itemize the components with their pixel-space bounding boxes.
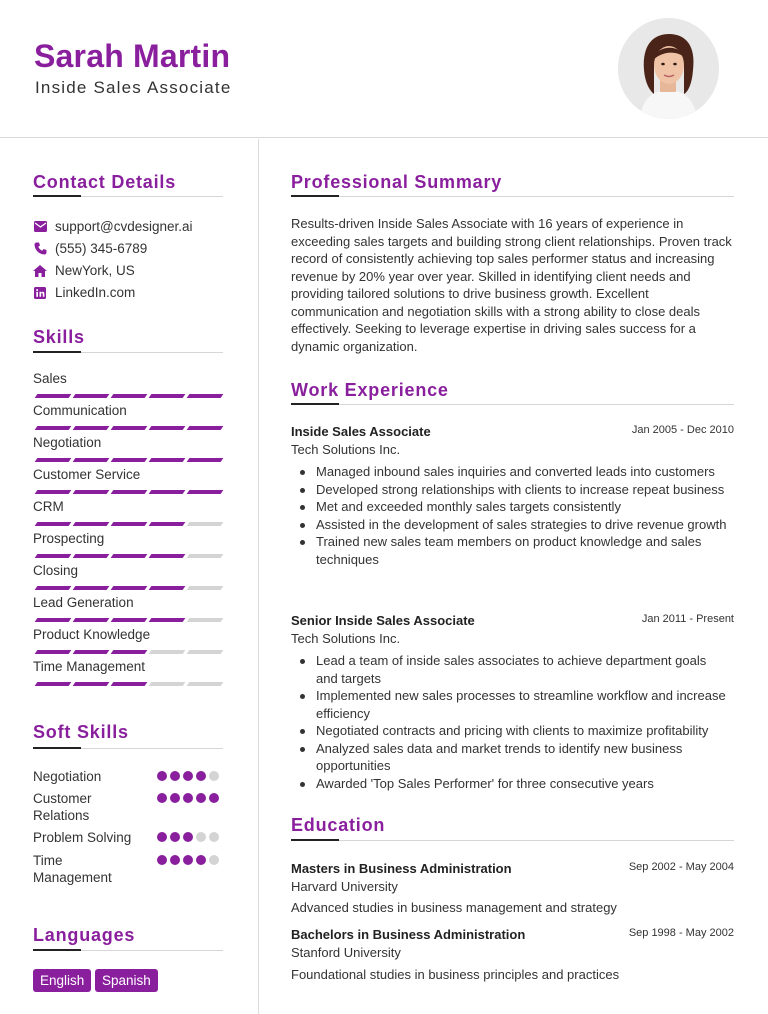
skill-row	[33, 499, 223, 514]
skill-level-segment	[111, 522, 148, 526]
rating-dot	[209, 855, 219, 865]
skill-level-bar	[33, 458, 223, 463]
summary-heading-rule	[291, 196, 734, 197]
skill-row	[33, 531, 223, 546]
skill-level-segment	[111, 426, 148, 430]
skill-level-segment	[73, 586, 110, 590]
job-bullet: Negotiated contracts and pricing with clients to maximize profitability	[299, 722, 729, 740]
contact-location	[33, 263, 135, 278]
skill-name: Lead Generation	[33, 595, 134, 610]
skill-row	[33, 659, 223, 674]
soft-skill-name: Negotiation	[33, 769, 102, 784]
rating-dot	[170, 832, 180, 842]
skill-level-segment	[149, 394, 186, 398]
skill-level-segment	[111, 618, 148, 622]
skill-level-segment	[187, 618, 224, 622]
soft-skill-rating	[157, 771, 222, 781]
skill-level-segment	[149, 554, 186, 558]
languages-heading: Languages	[33, 925, 136, 945]
skill-name: CRM	[33, 499, 64, 514]
skills-heading-rule	[33, 352, 223, 353]
rating-dot	[157, 855, 167, 865]
job-dates: Jan 2011 - Present	[641, 613, 734, 625]
skill-level-segment	[149, 682, 186, 686]
skill-level-bar	[33, 586, 223, 591]
skill-row	[33, 627, 223, 642]
skill-level-segment	[149, 522, 186, 526]
skill-level-bar	[33, 394, 223, 399]
skill-level-segment	[35, 618, 72, 622]
rating-dot	[196, 832, 206, 842]
skill-level-segment	[111, 458, 148, 462]
skill-level-segment	[35, 522, 72, 526]
skill-level-segment	[187, 394, 224, 398]
skill-level-segment	[73, 522, 110, 526]
skill-level-segment	[111, 650, 148, 654]
skill-level-segment	[35, 458, 72, 462]
skill-level-bar	[33, 426, 223, 431]
skill-level-segment	[149, 618, 186, 622]
skill-level-segment	[187, 458, 224, 462]
skill-level-segment	[149, 458, 186, 462]
skill-level-segment	[73, 618, 110, 622]
education-school: Harvard University	[291, 879, 398, 894]
skill-level-segment	[187, 490, 224, 494]
skill-level-segment	[73, 426, 110, 430]
skill-level-bar	[33, 554, 223, 559]
skill-name: Communication	[33, 403, 127, 418]
skill-level-bar	[33, 522, 223, 527]
skill-level-segment	[35, 426, 72, 430]
soft-skill-rating	[157, 855, 222, 865]
skill-row	[33, 467, 223, 482]
rating-dot	[183, 771, 193, 781]
skill-name: Negotiation	[33, 435, 102, 450]
education-entry	[291, 861, 734, 894]
column-divider	[258, 139, 259, 1014]
skill-level-segment	[73, 490, 110, 494]
skill-level-segment	[35, 682, 72, 686]
skill-row	[33, 563, 223, 578]
job-dates: Jan 2005 - Dec 2010	[631, 424, 734, 436]
skill-level-segment	[111, 554, 148, 558]
skill-level-segment	[35, 554, 72, 558]
skill-level-segment	[149, 586, 186, 590]
skill-level-segment	[149, 490, 186, 494]
skill-row	[33, 403, 223, 418]
job-bullets	[299, 652, 729, 792]
skill-name: Sales	[33, 371, 67, 386]
experience-heading: Work Experience	[291, 380, 449, 400]
summary-text: Results-driven Inside Sales Associate with 16 years of experience in exceeding sales targets and building strong client relationships. Proven track record of consistently achieving top sales performer status and increasing revenue by 20% year over year. Skilled in identifying client needs and providing tailored solutions to drive business growth. Excellent communication and negotiation skills with a strong ability to close deals effectively. Seeking to leverage expertise in driving sales success for a dynamic organization.	[291, 216, 732, 354]
skill-level-segment	[35, 490, 72, 494]
candidate-name: Sarah Martin	[34, 38, 231, 74]
rating-dot	[157, 832, 167, 842]
soft-skill-rating	[157, 832, 222, 842]
contact-linkedin-text: LinkedIn.com	[55, 285, 136, 300]
skills-heading: Skills	[33, 327, 85, 347]
contact-phone[interactable]	[33, 241, 147, 256]
job-bullet: Met and exceeded monthly sales targets consistently	[299, 498, 729, 516]
skill-level-segment	[187, 650, 224, 654]
job-bullet: Assisted in the development of sales strategies to drive revenue growth	[299, 516, 729, 534]
job-role: Inside Sales Associate	[291, 424, 431, 439]
skill-name: Prospecting	[33, 531, 105, 546]
skill-level-bar	[33, 618, 223, 623]
skill-level-bar	[33, 682, 223, 687]
soft-skill-row	[33, 768, 223, 785]
skill-level-segment	[73, 682, 110, 686]
job-company: Tech Solutions Inc.	[291, 442, 401, 457]
skill-level-segment	[187, 522, 224, 526]
rating-dot	[183, 855, 193, 865]
skill-level-segment	[187, 682, 224, 686]
soft-skill-name: Problem Solving	[33, 830, 132, 845]
languages-heading-rule	[33, 950, 223, 951]
soft-skill-row	[33, 790, 223, 824]
contact-email[interactable]	[33, 219, 193, 234]
rating-dot	[170, 855, 180, 865]
job-bullets	[299, 463, 729, 568]
job-bullet: Lead a team of inside sales associates to achieve department goals and targets	[299, 652, 729, 687]
rating-dot	[196, 855, 206, 865]
skill-level-bar	[33, 650, 223, 655]
skill-level-segment	[73, 458, 110, 462]
rating-dot	[196, 771, 206, 781]
linkedin-icon	[33, 286, 47, 300]
education-description: Foundational studies in business principles and practices	[291, 967, 620, 982]
rating-dot	[209, 832, 219, 842]
skill-level-segment	[149, 426, 186, 430]
candidate-title: Inside Sales Associate	[35, 78, 232, 97]
skill-row	[33, 435, 223, 450]
rating-dot	[209, 771, 219, 781]
skill-level-segment	[73, 554, 110, 558]
skill-level-segment	[149, 650, 186, 654]
contact-email-text: support@cvdesigner.ai	[55, 219, 193, 234]
envelope-icon	[33, 220, 47, 234]
job-bullet: Analyzed sales data and market trends to identify new business opportunities	[299, 740, 729, 775]
rating-dot	[183, 832, 193, 842]
job-bullet: Awarded 'Top Sales Performer' for three consecutive years	[299, 775, 729, 793]
summary-heading: Professional Summary	[291, 172, 503, 192]
rating-dot	[170, 771, 180, 781]
soft-skill-row	[33, 829, 223, 846]
contact-heading-rule	[33, 196, 223, 197]
language-tag: English	[33, 969, 91, 992]
education-dates: Sep 1998 - May 2002	[628, 927, 734, 939]
skill-name: Customer Service	[33, 467, 141, 482]
soft-skills-heading-rule	[33, 748, 223, 749]
rating-dot	[170, 793, 180, 803]
contact-location-text: NewYork, US	[55, 263, 135, 278]
soft-skill-name: Customer Relations	[33, 791, 92, 823]
experience-heading-rule	[291, 404, 734, 405]
rating-dot	[196, 793, 206, 803]
home-icon	[33, 264, 47, 278]
skill-level-segment	[111, 586, 148, 590]
education-school: Stanford University	[291, 945, 401, 960]
job-bullet: Developed strong relationships with clients to increase repeat business	[299, 481, 729, 499]
phone-icon	[33, 242, 47, 256]
job-company: Tech Solutions Inc.	[291, 631, 401, 646]
skill-level-segment	[111, 682, 148, 686]
skill-name: Time Management	[33, 659, 146, 674]
skill-level-segment	[187, 586, 224, 590]
contact-phone-text: (555) 345-6789	[55, 241, 148, 256]
job-entry	[291, 424, 734, 457]
skill-level-segment	[187, 554, 224, 558]
resume-header	[0, 0, 768, 138]
education-degree: Masters in Business Administration	[291, 861, 512, 876]
skill-row	[33, 595, 223, 610]
education-heading-rule	[291, 840, 734, 841]
profile-photo	[618, 18, 719, 119]
job-entry	[291, 613, 734, 646]
rating-dot	[157, 771, 167, 781]
skill-level-bar	[33, 490, 223, 495]
skill-level-segment	[111, 490, 148, 494]
skill-level-segment	[111, 394, 148, 398]
soft-skill-name: Time Management	[33, 853, 112, 885]
skill-level-segment	[73, 394, 110, 398]
skill-level-segment	[73, 650, 110, 654]
contact-heading: Contact Details	[33, 172, 177, 192]
education-description: Advanced studies in business management and strategy	[291, 900, 617, 915]
contact-linkedin[interactable]	[33, 285, 135, 300]
education-entry	[291, 927, 734, 960]
skill-name: Closing	[33, 563, 79, 578]
skill-level-segment	[187, 426, 224, 430]
soft-skill-rating	[157, 793, 222, 803]
rating-dot	[157, 793, 167, 803]
skill-name: Product Knowledge	[33, 627, 151, 642]
language-tag: Spanish	[95, 969, 158, 992]
job-bullet: Implemented new sales processes to streamline workflow and increase efficiency	[299, 687, 729, 722]
skill-level-segment	[35, 394, 72, 398]
education-dates: Sep 2002 - May 2004	[628, 861, 734, 873]
skill-level-segment	[35, 650, 72, 654]
soft-skill-row	[33, 852, 223, 886]
rating-dot	[209, 793, 219, 803]
skill-row	[33, 371, 223, 386]
job-role: Senior Inside Sales Associate	[291, 613, 475, 628]
rating-dot	[183, 793, 193, 803]
education-heading: Education	[291, 815, 386, 835]
skill-level-segment	[35, 586, 72, 590]
education-degree: Bachelors in Business Administration	[291, 927, 526, 942]
job-bullet: Trained new sales team members on product knowledge and sales techniques	[299, 533, 729, 568]
job-bullet: Managed inbound sales inquiries and converted leads into customers	[299, 463, 729, 481]
soft-skills-heading: Soft Skills	[33, 722, 129, 742]
